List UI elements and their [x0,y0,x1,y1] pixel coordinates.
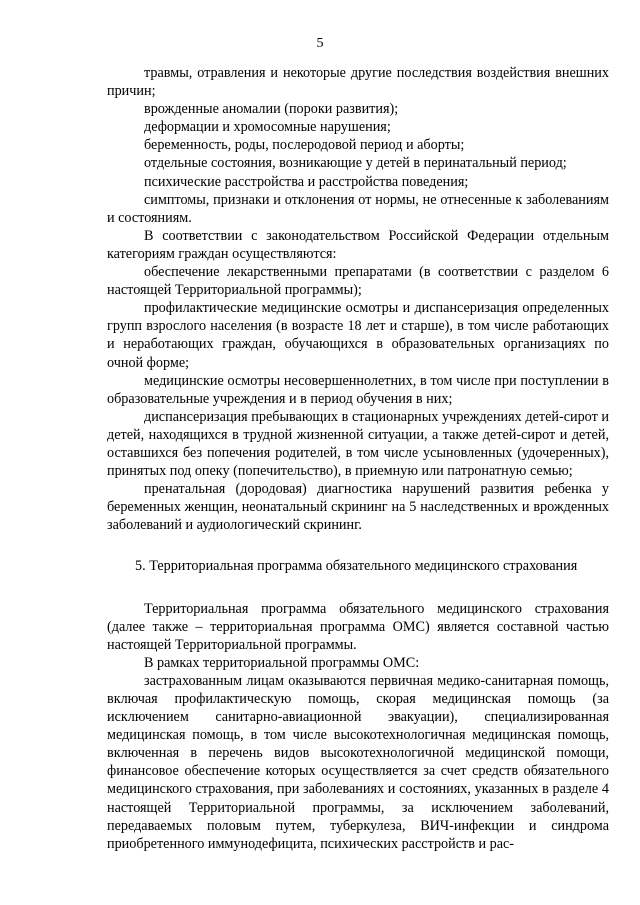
list-item: профилактические медицинские осмотры и диспансеризация определенных групп взрослого населения (в возрасте 18 лет и старше), в том числе работающих и неработающих граждан, обучающихся в образовательных организациях по очной форме; [107,300,609,371]
spacer [107,534,609,557]
list-item: пренатальная (дородовая) диагностика нарушений развития ребенка у беременных женщин, неонатальный скрининг на 5 наследственных и врожденных заболеваний и аудиологический скрининг. [107,481,609,534]
section-heading: 5. Территориальная программа обязательного медицинского страхования [135,558,578,575]
list-item: психические расстройства и расстройства поведения; [144,173,469,190]
spacer [107,576,609,600]
list-item: врожденные аномалии (пороки развития); [144,101,399,118]
list-item: беременность, роды, послеродовой период и аборты; [144,137,465,154]
list-item: медицинские осмотры несовершеннолетних, в том числе при поступлении в образовательные учреждения и в период обучения в них; [107,372,609,407]
list-item: обеспечение лекарственными препаратами (в соответствии с разделом 6 настоящей Территориальной программы); [107,264,609,299]
document-body [107,64,609,853]
paragraph: Территориальная программа обязательного медицинского страхования (далее также – территориальная программа ОМС) является составной частью настоящей Территориальной программы. [107,600,609,653]
list-item: диспансеризация пребывающих в стационарных учреждениях детей-сирот и детей, находящихся в трудной жизненной ситуации, а также детей-сирот и детей, оставшихся без попечения родителей, в том числе усыновленных (удочеренных), принятых под опеку (попечительство), в приемную или патронатную семью; [107,408,609,480]
paragraph-intro: В соответствии с законодательством Российской Федерации отдельным категориям граждан осуществляются: [107,227,609,262]
page-number: 5 [316,36,324,51]
list-item: отдельные состояния, возникающие у детей в перинатальный период; [144,155,567,172]
list-item: деформации и хромосомные нарушения; [144,119,391,136]
list-item: травмы, отравления и некоторые другие последствия воздействия внешних причин; [107,65,609,100]
paragraph: застрахованным лицам оказываются первичная медико-санитарная помощь, включая профилактическую помощь, скорая медицинская помощь (за исключением санитарно-авиационной эвакуации), специализированная медицинская помощь, в том числе высокотехнологичная медицинская помощь, включенная в перечень видов высокотехнологичной медицинской помощи, финансовое обеспечение которых осуществляется за счет средств обязательного медицинского страхования, при заболеваниях и состояниях, указанных в разделе 4 настоящей Территориальной программы, за исключением заболеваний, передаваемых половым путем, туберкулеза, ВИЧ-инфекции и синдрома приобретенного иммунодефицита, психических расстройств и рас- [107,672,609,852]
paragraph: В рамках территориальной программы ОМС: [144,654,420,671]
list-item: симптомы, признаки и отклонения от нормы, не отнесенные к заболеваниям и состояниям. [107,191,609,226]
